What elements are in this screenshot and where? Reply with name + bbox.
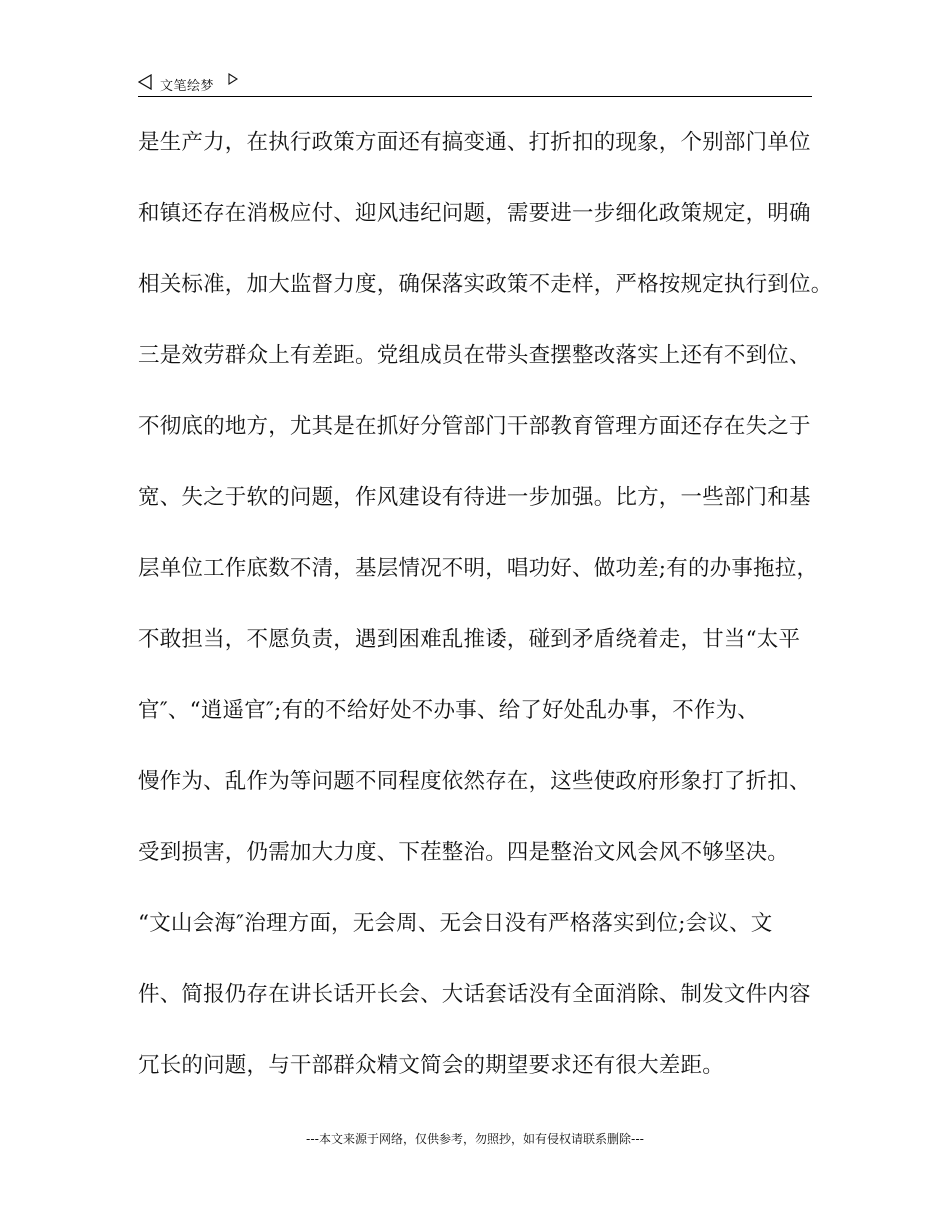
body-line-12: “文山会海″治理方面，无会周、无会日没有严格落实到位;会议、文 (138, 911, 773, 936)
body-line-14: 冗长的问题，与干部群众精文简会的期望要求还有很大差距。 (138, 1053, 724, 1078)
body-line-2: 和镇还存在消极应付、迎风违纪问题，需要进一步细化政策规定，明确 (138, 201, 811, 226)
body-line-6: 宽、失之于软的问题，作风建设有待进一步加强。比方，一些部门和基 (138, 485, 811, 510)
body-line-10: 慢作为、乱作为等问题不同程度依然存在，这些使政府形象打了折扣、 (138, 769, 811, 794)
body-line-5: 不彻底的地方，尤其是在抓好分管部门干部教育管理方面还存在失之于 (138, 414, 811, 439)
body-line-8: 不敢担当，不愿负责，遇到困难乱推诿，碰到矛盾绕着走，甘当“太平 (138, 627, 801, 652)
page-header (138, 70, 812, 97)
triangle-right-icon (228, 73, 238, 85)
document-body (138, 115, 833, 1109)
body-line-4: 三是效劳群众上有差距。党组成员在带头查摆整改落实上还有不到位、 (138, 343, 811, 368)
body-line-13: 件、简报仍存在讲长话开长会、大话套话没有全面消除、制发文件内容 (138, 982, 811, 1007)
body-line-7: 层单位工作底数不清，基层情况不明，唱功好、做功差;有的办事拖拉， (138, 556, 819, 581)
body-line-3: 相关标准，加大监督力度，确保落实政策不走样，严格按规定执行到位。 (138, 272, 833, 297)
triangle-left-icon (138, 74, 152, 90)
body-line-11: 受到损害，仍需加大力度、下茬整治。四是整治文风会风不够坚决。 (138, 840, 790, 865)
body-line-9: 官″、“逍遥官″;有的不给好处不办事、给了好处乱办事，不作为、 (138, 698, 759, 723)
body-line-1: 是生产力，在执行政策方面还有搞变通、打折扣的现象，个别部门单位 (138, 130, 811, 155)
page-footer: ---本文来源于网络，仅供参考，勿照抄，如有侵权请联系删除--- (306, 1132, 644, 1146)
header-brand: 文笔绘梦 (160, 79, 215, 94)
